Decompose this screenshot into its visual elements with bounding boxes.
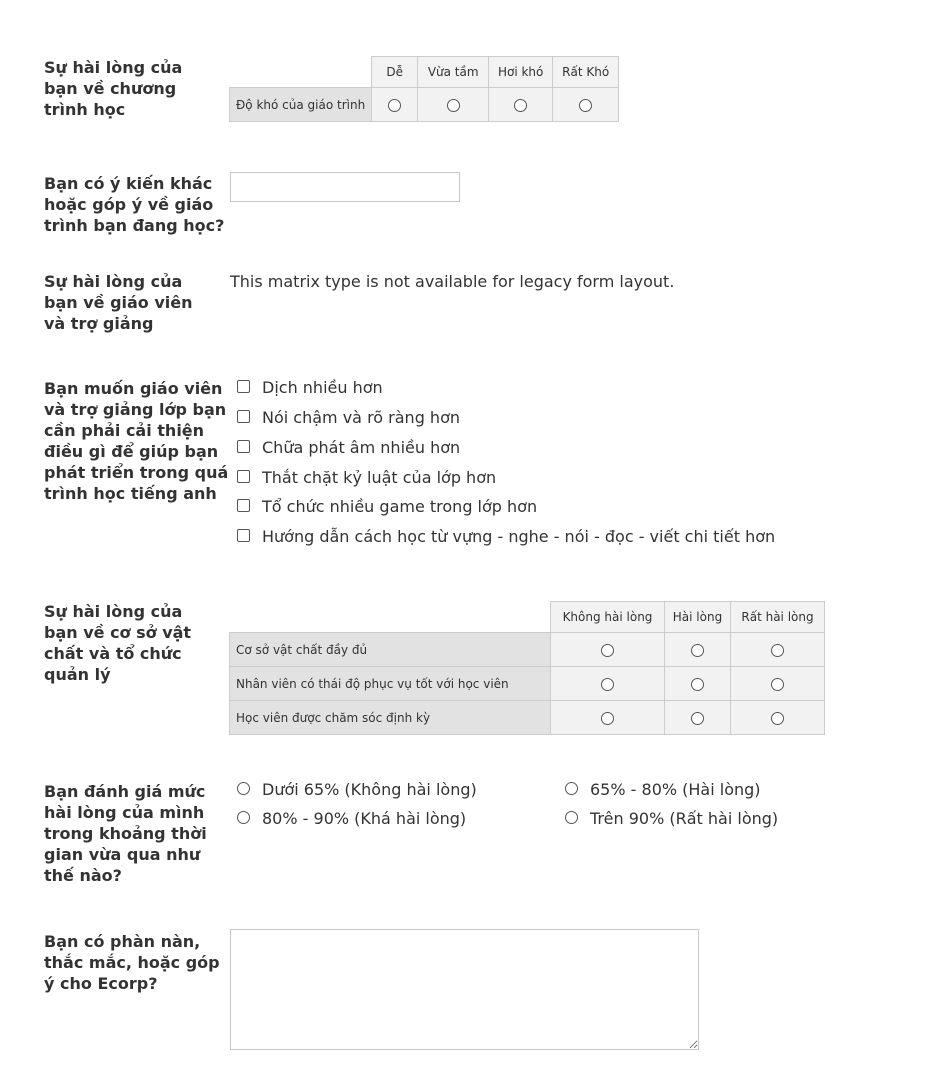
checkbox-option[interactable]: Hướng dẫn cách học từ vựng - nghe - nói - đọc - viết chi tiết hơn [237,527,775,547]
radio-button[interactable] [601,678,614,691]
question-label-improvement: Bạn muốn giáo viên và trợ giảng lớp bạn cần phải cải thiện điều gì để giúp bạn phát triển trong quá trình học tiếng anh [44,379,229,503]
radio-button[interactable] [771,644,784,657]
column-header: Không hài lòng [551,602,665,633]
radio-button[interactable] [447,99,460,112]
matrix-program-difficulty [229,56,619,122]
column-header: Rất hài lòng [731,602,825,633]
row-label: Cơ sở vật chất đầy đủ [230,633,551,667]
column-header: Rất Khó [553,57,619,88]
radio-button[interactable] [691,678,704,691]
radio-button[interactable] [388,99,401,112]
checkbox[interactable] [237,380,250,393]
checkbox-option[interactable]: Dịch nhiều hơn [237,378,383,398]
checkbox-option[interactable]: Thắt chặt kỷ luật của lớp hơn [237,468,496,488]
table-row [230,701,825,735]
question-label-teacher: Sự hài lòng của bạn về giáo viên và trợ giảng [44,272,193,333]
question-label-curriculum-feedback: Bạn có ý kiến khác hoặc góp ý về giáo trình bạn đang học? [44,174,225,235]
checkbox-option[interactable]: Tổ chức nhiều game trong lớp hơn [237,497,537,517]
matrix-facilities [229,601,825,735]
checkbox[interactable] [237,410,250,423]
radio-button[interactable] [565,811,578,824]
radio-button[interactable] [565,782,578,795]
column-header: Vừa tầm [418,57,489,88]
radio-button[interactable] [771,678,784,691]
checkbox-option[interactable]: Chữa phát âm nhiều hơn [237,438,460,458]
column-header: Dễ [372,57,418,88]
complaints-textarea[interactable] [230,929,699,1050]
column-header: Hơi khó [489,57,553,88]
curriculum-feedback-input[interactable] [230,172,460,202]
radio-option[interactable]: 80% - 90% (Khá hài lòng) [237,809,466,829]
radio-button[interactable] [237,782,250,795]
radio-button[interactable] [601,644,614,657]
checkbox[interactable] [237,440,250,453]
column-header: Hài lòng [665,602,731,633]
checkbox-option[interactable]: Nói chậm và rõ ràng hơn [237,408,460,428]
radio-button[interactable] [691,644,704,657]
table-row [230,667,825,701]
table-row [230,633,825,667]
radio-button[interactable] [579,99,592,112]
row-label: Nhân viên có thái độ phục vụ tốt với học viên [230,667,551,701]
radio-button[interactable] [691,712,704,725]
radio-button[interactable] [514,99,527,112]
radio-option[interactable]: Trên 90% (Rất hài lòng) [565,809,778,829]
checkbox[interactable] [237,470,250,483]
radio-button[interactable] [771,712,784,725]
radio-option[interactable]: 65% - 80% (Hài lòng) [565,780,761,800]
question-label-satisfaction-rating: Bạn đánh giá mức hài lòng của mình trong khoảng thời gian vừa qua như thế nào? [44,782,207,885]
question-label-facilities: Sự hài lòng của bạn về cơ sở vật chất và tổ chức quản lý [44,602,192,684]
radio-button[interactable] [601,712,614,725]
question-label-complaints: Bạn có phàn nàn, thắc mắc, hoặc góp ý cho Ecorp? [44,932,220,993]
radio-option[interactable]: Dưới 65% (Không hài lòng) [237,780,477,800]
table-row [230,88,619,122]
checkbox[interactable] [237,529,250,542]
row-label: Học viên được chăm sóc định kỳ [230,701,551,735]
checkbox[interactable] [237,499,250,512]
radio-button[interactable] [237,811,250,824]
row-label: Độ khó của giáo trình [230,88,372,122]
question-label-program: Sự hài lòng của bạn về chương trình học [44,58,183,119]
matrix-unavailable-notice: This matrix type is not available for legacy form layout. [230,272,675,291]
